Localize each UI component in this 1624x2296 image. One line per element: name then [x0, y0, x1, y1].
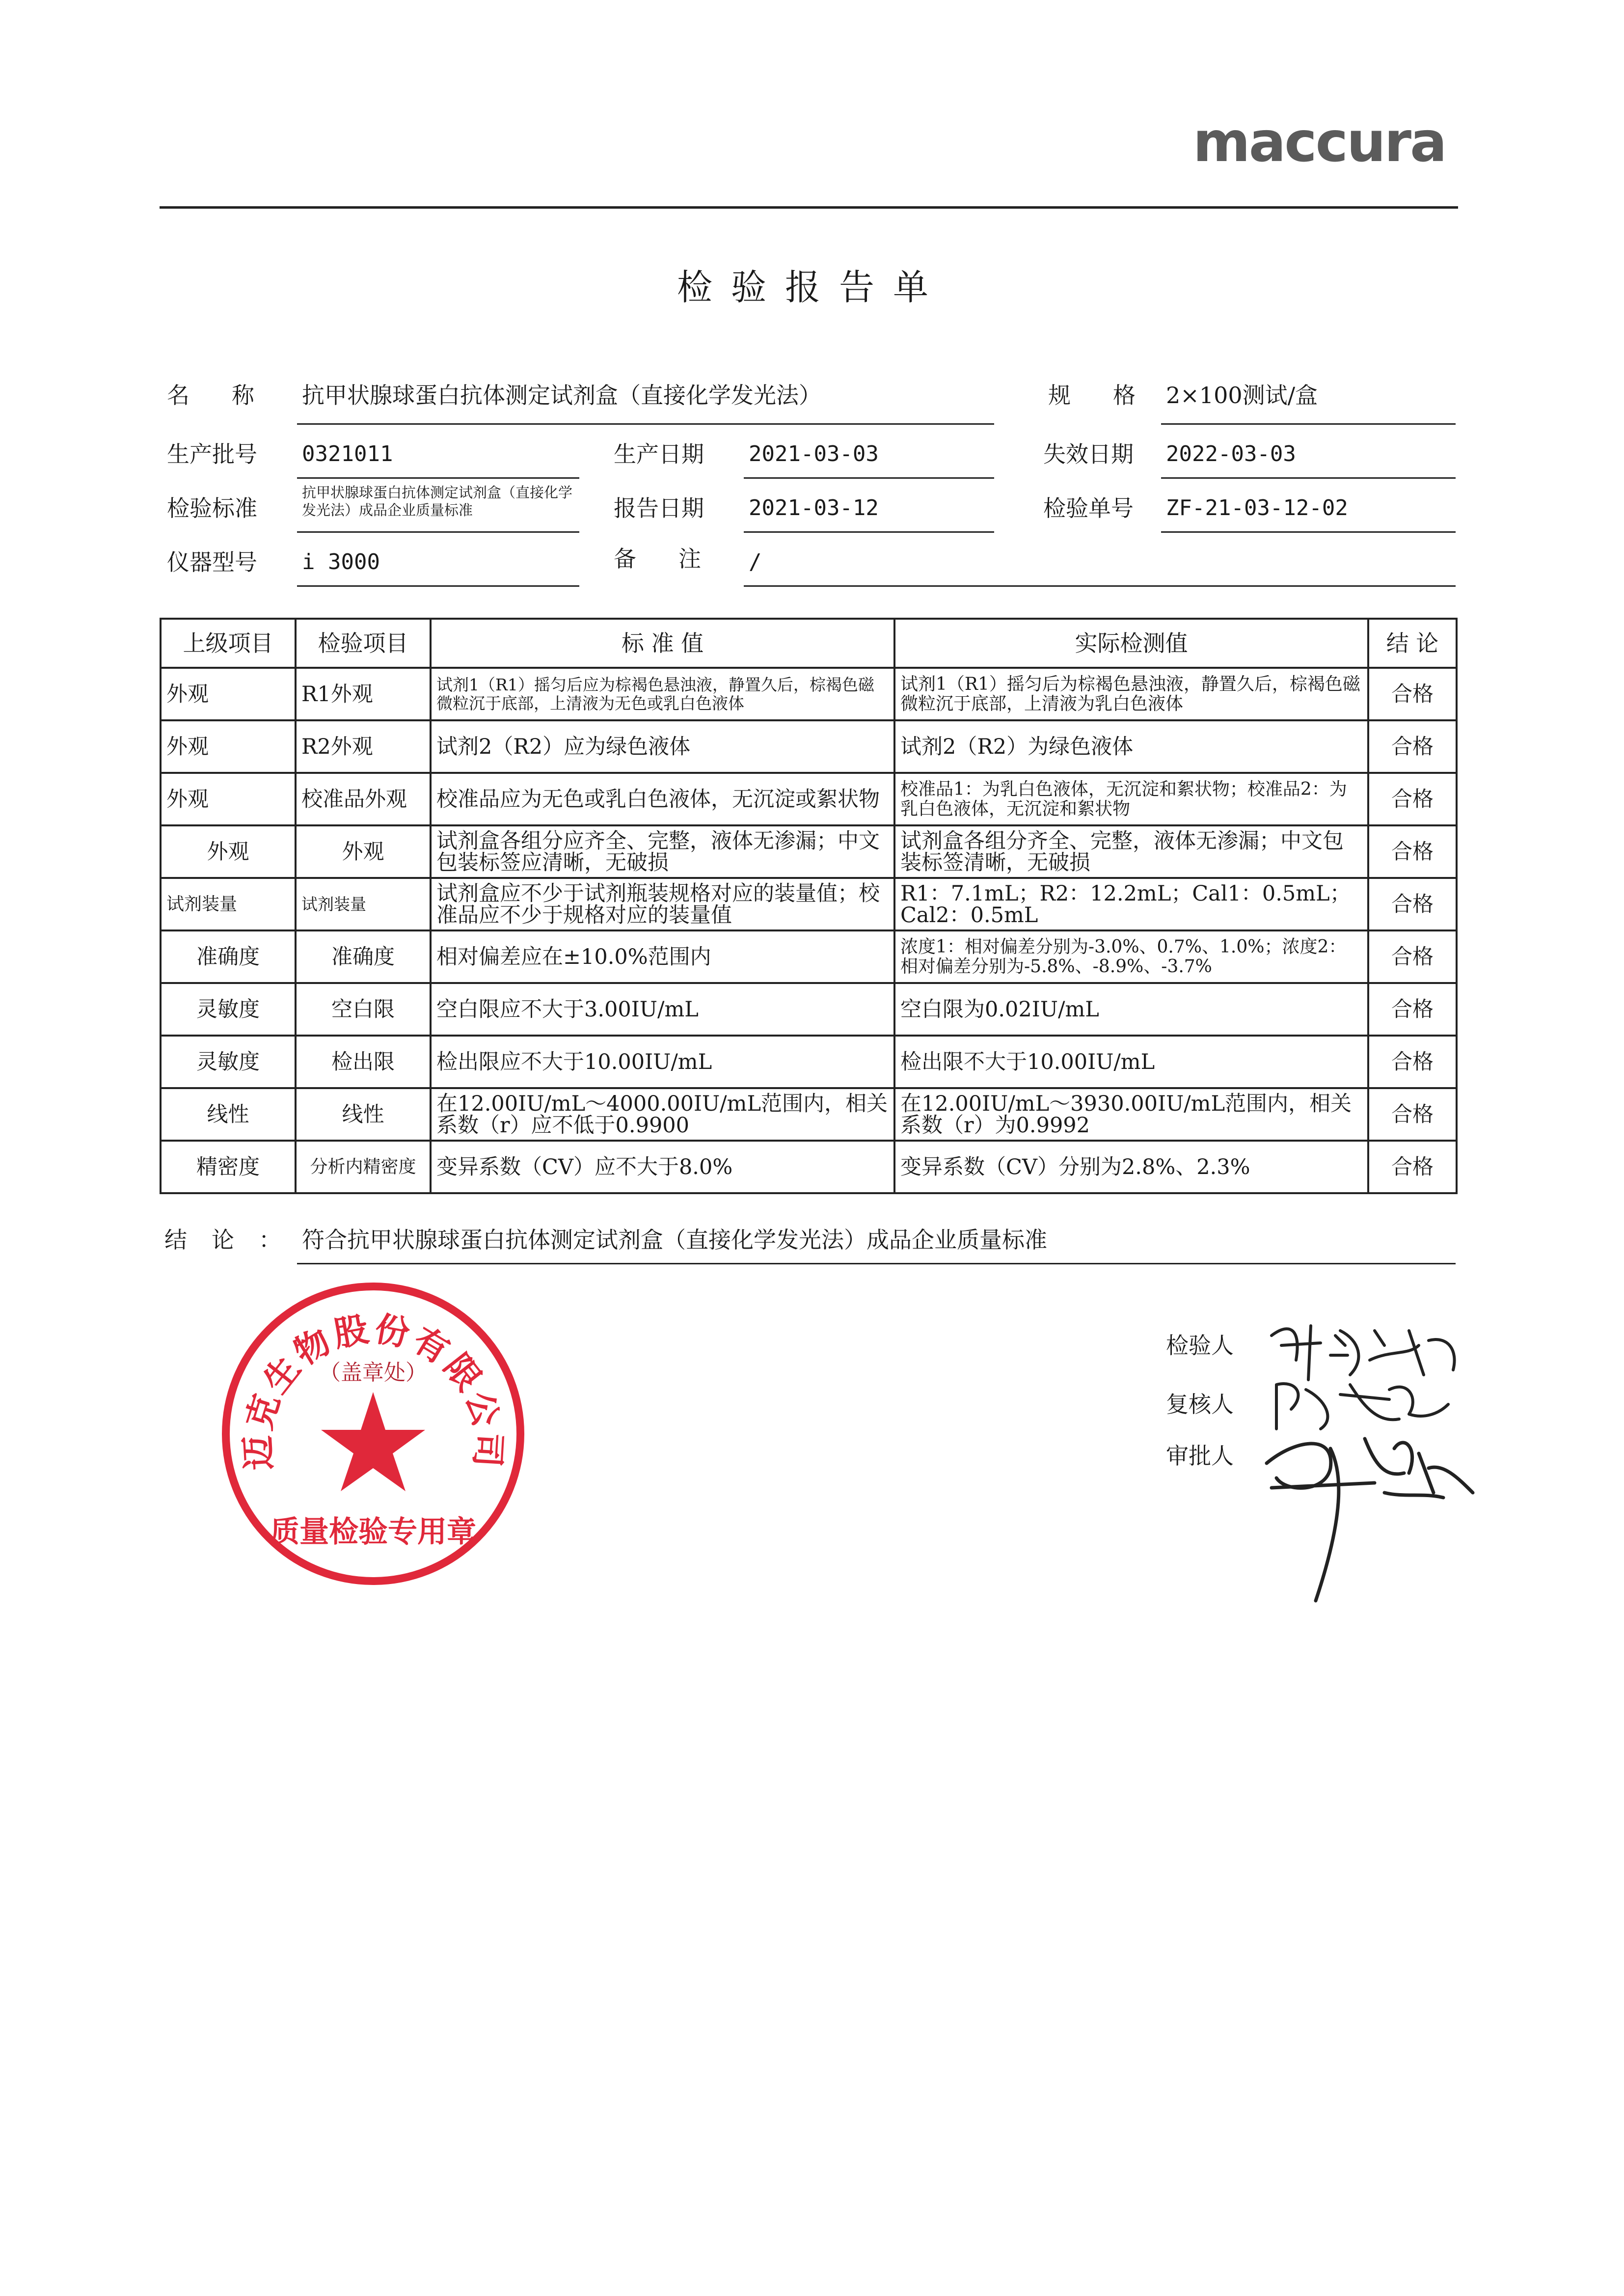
cell-result: 合格 — [1368, 1088, 1457, 1141]
cell-standard: 试剂2（R2）应为绿色液体 — [431, 720, 894, 773]
table-header-row — [161, 619, 1457, 668]
table-row — [161, 983, 1457, 1036]
batch-label: 生产批号 — [167, 441, 257, 467]
cell-parent: 外观 — [161, 825, 296, 878]
cell-standard: 试剂盒应不少于试剂瓶装规格对应的装量值；校准品应不少于规格对应的装量值 — [431, 878, 894, 930]
header-parent: 上级项目 — [161, 619, 296, 668]
cell-actual: 变异系数（CV）分别为2.8%、2.3% — [894, 1141, 1368, 1193]
table-row — [161, 1088, 1457, 1141]
cell-parent: 准确度 — [161, 930, 296, 983]
header-item: 检验项目 — [296, 619, 431, 668]
report-no-underline — [1161, 531, 1456, 533]
exp-date-value: 2022-03-03 — [1166, 441, 1296, 466]
cell-standard: 校准品应为无色或乳白色液体，无沉淀或絮状物 — [431, 773, 894, 825]
cell-item: R1外观 — [296, 668, 431, 720]
cell-actual: 校准品1：为乳白色液体，无沉淀和絮状物；校准品2：为乳白色液体，无沉淀和絮状物 — [894, 773, 1368, 825]
cell-actual: 浓度1：相对偏差分别为-3.0%、0.7%、1.0%；浓度2：相对偏差分别为-5.8%、-8.9%、-3.7% — [894, 930, 1368, 983]
seal-star-icon — [321, 1392, 425, 1491]
cell-actual: 空白限为0.02IU/mL — [894, 983, 1368, 1036]
cell-parent: 外观 — [161, 720, 296, 773]
table-row — [161, 1036, 1457, 1088]
cell-item: 校准品外观 — [296, 773, 431, 825]
cell-result: 合格 — [1368, 1141, 1457, 1193]
report-no-value: ZF-21-03-12-02 — [1166, 495, 1348, 520]
header-result: 结 论 — [1368, 619, 1457, 668]
quality-inspection-seal — [216, 1277, 530, 1591]
maccura-logo: maccura — [1193, 110, 1446, 174]
name-value: 抗甲状腺球蛋白抗体测定试剂盒（直接化学发光法） — [302, 382, 821, 409]
cell-parent: 灵敏度 — [161, 1036, 296, 1088]
remark-value: / — [749, 549, 762, 574]
cell-result: 合格 — [1368, 878, 1457, 930]
cell-standard: 检出限应不大于10.00IU/mL — [431, 1036, 894, 1088]
reviewer-label: 复核人 — [1166, 1391, 1234, 1418]
seal-company-text: 迈克生物股份有限公司 — [237, 1308, 510, 1472]
approver-signature — [1257, 1419, 1478, 1606]
report-date-label: 报告日期 — [614, 495, 704, 521]
cell-item: 准确度 — [296, 930, 431, 983]
header-rule — [160, 206, 1458, 209]
prod-date-value: 2021-03-03 — [749, 441, 879, 466]
cell-standard: 在12.00IU/mL～4000.00IU/mL范围内，相关系数（r）应不低于0.9900 — [431, 1088, 894, 1141]
standard-value: 抗甲状腺球蛋白抗体测定试剂盒（直接化学发光法）成品企业质量标准 — [302, 484, 573, 519]
cell-item: 检出限 — [296, 1036, 431, 1088]
cell-result: 合格 — [1368, 773, 1457, 825]
cell-parent: 外观 — [161, 668, 296, 720]
instrument-label: 仪器型号 — [167, 549, 257, 575]
cell-standard: 试剂1（R1）摇匀后应为棕褐色悬浊液，静置久后，棕褐色磁微粒沉于底部，上清液为无色或乳白色液体 — [431, 668, 894, 720]
report-date-value: 2021-03-12 — [749, 495, 879, 520]
conclusion-text: 符合抗甲状腺球蛋白抗体测定试剂盒（直接化学发光法）成品企业质量标准 — [302, 1227, 1047, 1253]
cell-standard: 相对偏差应在±10.0%范围内 — [431, 930, 894, 983]
exp-date-underline — [1161, 477, 1456, 479]
cell-actual: 试剂1（R1）摇匀后为棕褐色悬浊液，静置久后，棕褐色磁微粒沉于底部，上清液为乳白色液体 — [894, 668, 1368, 720]
table-row — [161, 878, 1457, 930]
instrument-underline — [297, 585, 579, 587]
cell-result: 合格 — [1368, 668, 1457, 720]
results-table — [160, 618, 1458, 1194]
name-label: 名 称 — [167, 382, 264, 409]
cell-actual: R1：7.1mL；R2：12.2mL；Cal1：0.5mL；Cal2：0.5mL — [894, 878, 1368, 930]
exp-date-label: 失效日期 — [1043, 441, 1134, 467]
cell-item: R2外观 — [296, 720, 431, 773]
report-date-underline — [744, 531, 994, 533]
conclusion-underline — [297, 1263, 1456, 1264]
batch-underline — [297, 477, 579, 479]
seal-purpose-text: 质量检验专用章 — [270, 1515, 476, 1549]
table-row — [161, 825, 1457, 878]
table-row — [161, 930, 1457, 983]
cell-actual: 检出限不大于10.00IU/mL — [894, 1036, 1368, 1088]
cell-result: 合格 — [1368, 983, 1457, 1036]
conclusion-label: 结论： — [164, 1227, 306, 1253]
cell-parent: 试剂装量 — [161, 878, 296, 930]
cell-item: 空白限 — [296, 983, 431, 1036]
remark-label: 备 注 — [614, 546, 711, 572]
cell-item: 线性 — [296, 1088, 431, 1141]
prod-date-underline — [744, 477, 994, 479]
table-row — [161, 1141, 1457, 1193]
cell-parent: 线性 — [161, 1088, 296, 1141]
spec-underline — [1161, 423, 1456, 425]
remark-underline — [744, 585, 1456, 587]
cell-result: 合格 — [1368, 720, 1457, 773]
cell-result: 合格 — [1368, 1036, 1457, 1088]
cell-actual: 试剂2（R2）为绿色液体 — [894, 720, 1368, 773]
table-row — [161, 668, 1457, 720]
standard-label: 检验标准 — [167, 495, 257, 521]
cell-result: 合格 — [1368, 825, 1457, 878]
instrument-value: i 3000 — [302, 549, 380, 574]
prod-date-label: 生产日期 — [614, 441, 704, 467]
report-title: 检验报告单 — [677, 267, 947, 308]
cell-parent: 灵敏度 — [161, 983, 296, 1036]
cell-result: 合格 — [1368, 930, 1457, 983]
cell-actual: 在12.00IU/mL～3930.00IU/mL范围内，相关系数（r）为0.9992 — [894, 1088, 1368, 1141]
cell-standard: 试剂盒各组分应齐全、完整，液体无渗漏；中文包装标签应清晰，无破损 — [431, 825, 894, 878]
standard-underline — [297, 531, 579, 533]
seal-note-text: （盖章处） — [319, 1360, 427, 1385]
cell-item: 试剂装量 — [296, 878, 431, 930]
cell-item: 外观 — [296, 825, 431, 878]
spec-value: 2×100测试/盒 — [1166, 382, 1318, 409]
cell-standard: 空白限应不大于3.00IU/mL — [431, 983, 894, 1036]
name-underline — [297, 423, 994, 425]
cell-item: 分析内精密度 — [296, 1141, 431, 1193]
cell-parent: 外观 — [161, 773, 296, 825]
table-row — [161, 720, 1457, 773]
batch-value: 0321011 — [302, 441, 393, 466]
report-no-label: 检验单号 — [1043, 495, 1134, 521]
cell-standard: 变异系数（CV）应不大于8.0% — [431, 1141, 894, 1193]
header-standard: 标 准 值 — [431, 619, 894, 668]
cell-actual: 试剂盒各组分齐全、完整，液体无渗漏；中文包装标签清晰，无破损 — [894, 825, 1368, 878]
cell-parent: 精密度 — [161, 1141, 296, 1193]
header-actual: 实际检测值 — [894, 619, 1368, 668]
inspector-label: 检验人 — [1166, 1332, 1234, 1359]
spec-label: 规 格 — [1048, 382, 1145, 409]
approver-label: 审批人 — [1166, 1443, 1234, 1469]
table-row — [161, 773, 1457, 825]
